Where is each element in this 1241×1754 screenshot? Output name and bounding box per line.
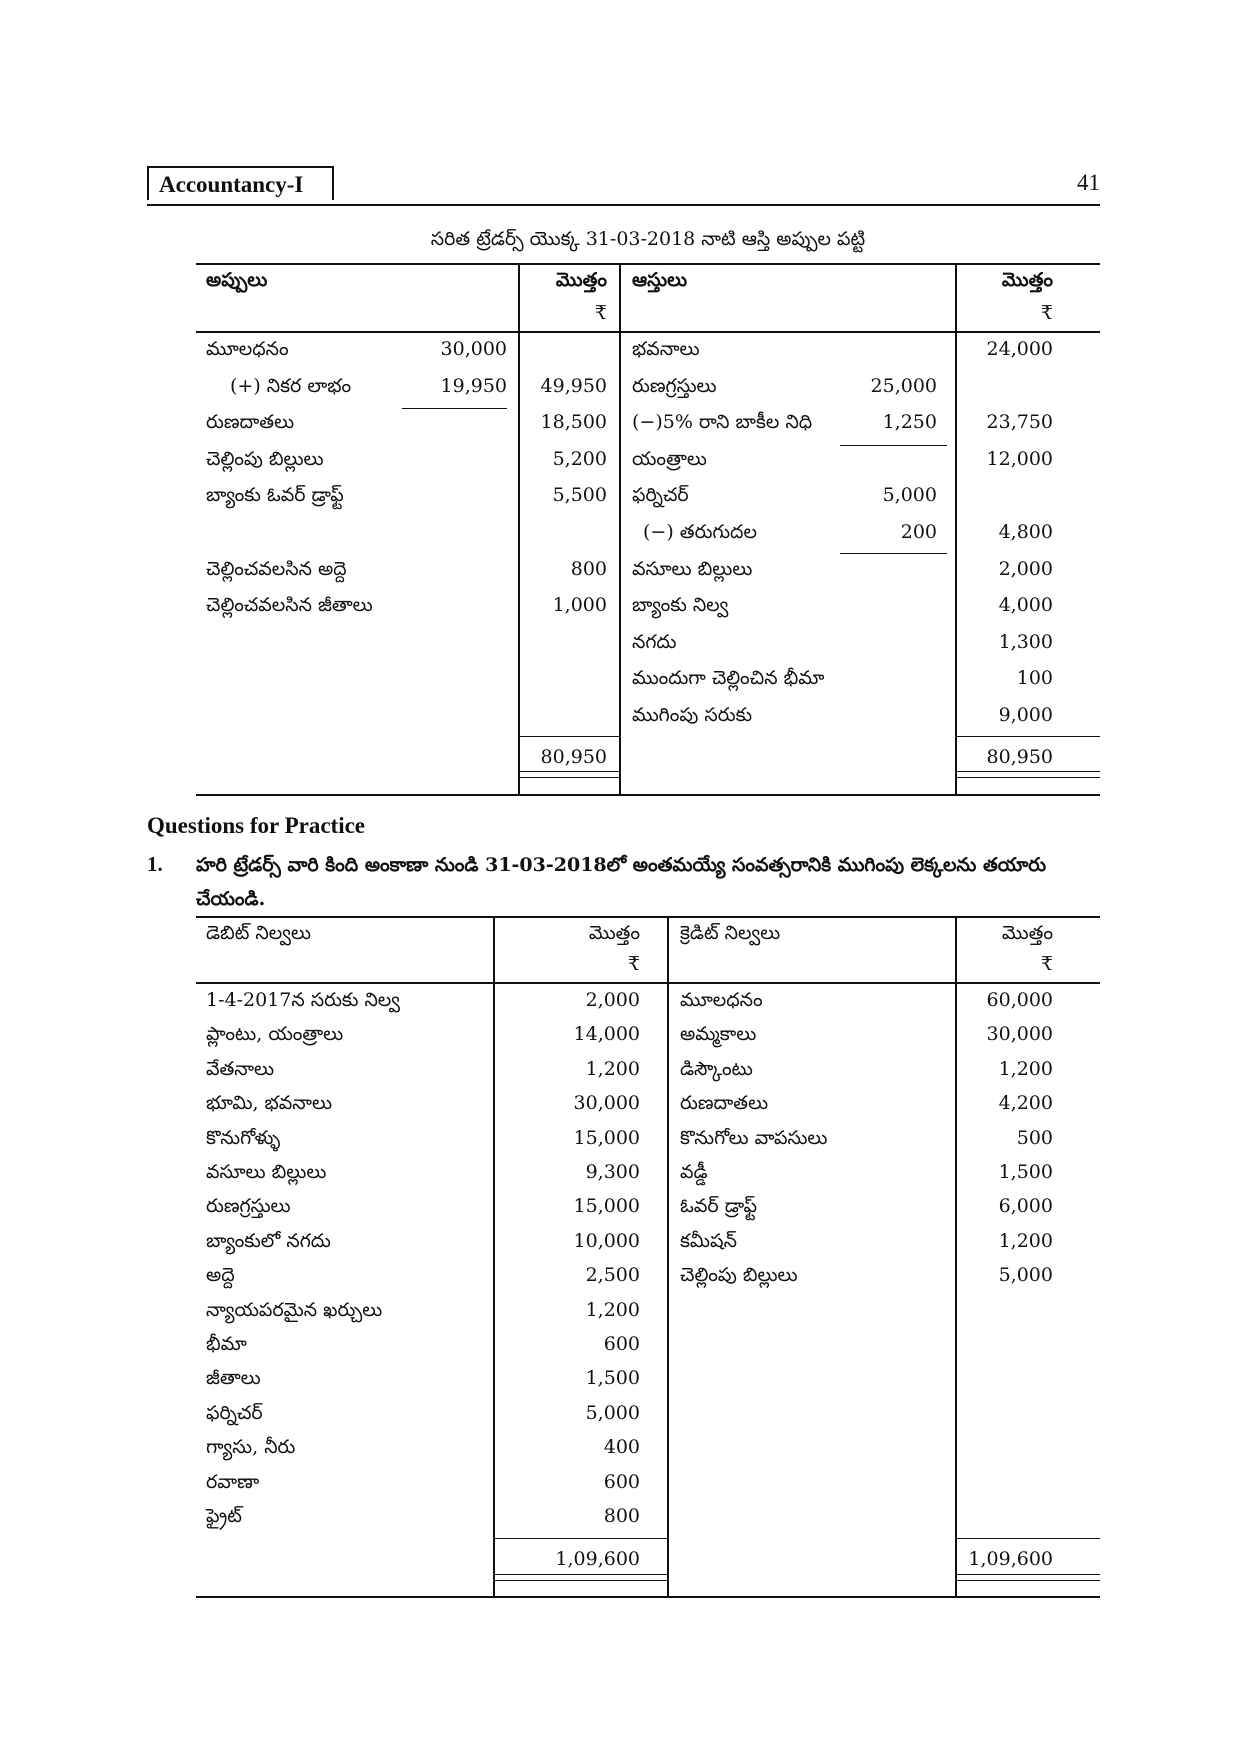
debit-item-amount: 14,000: [573, 1023, 640, 1046]
credit-amount-heading: మొత్తం: [1001, 922, 1053, 944]
debit-item-label: బ్యాంకులో నగదు: [206, 1229, 331, 1252]
liability-label: (+) నికర లాభం: [230, 374, 352, 397]
debit-item-label: కొనుగోళ్ళు: [206, 1126, 281, 1149]
debit-item-amount: 30,000: [573, 1092, 640, 1115]
asset-label: బ్యాంకు నిల్వ: [632, 594, 729, 617]
asset-sub-amount: 5,000: [882, 484, 937, 507]
liability-amount: 800: [570, 557, 607, 580]
liability-label: చెల్లించవలసిన జీతాలు: [206, 594, 373, 617]
debit-item-amount: 1,200: [585, 1057, 640, 1080]
credit-item-label: కమీషన్: [680, 1229, 737, 1252]
asset-amount: 2,000: [998, 557, 1053, 580]
debit-item-amount: 2,000: [585, 989, 640, 1011]
debit-item-amount: 2,500: [585, 1264, 640, 1287]
debit-heading: డెబిట్ నిల్వలు: [206, 922, 311, 944]
debit-item-label: గ్యాసు, నీరు: [206, 1436, 296, 1459]
debit-item-amount: 5,000: [585, 1401, 640, 1424]
asset-amount: 100: [1016, 667, 1053, 690]
debit-item-amount: 1,200: [585, 1298, 640, 1321]
debit-item-label: జీతాలు: [206, 1367, 261, 1390]
debit-item-amount: 15,000: [573, 1195, 640, 1218]
balance-sheet-caption: సరిత ట్రేడర్స్ యొక్క 31-03-2018 నాటి ఆస్తి అప్పుల పట్టి: [430, 228, 866, 250]
debit-item-label: వసూలు బిల్లులు: [206, 1161, 327, 1183]
credit-item-label: మూలధనం: [680, 989, 763, 1011]
asset-amount: 4,000: [998, 594, 1053, 617]
debit-item-amount: 15,000: [573, 1126, 640, 1149]
asset-label: ఫర్నిచర్: [632, 484, 689, 507]
liability-label: చెల్లింపు బిల్లులు: [206, 447, 324, 470]
debit-item-label: వేతనాలు: [206, 1057, 275, 1080]
liability-label: రుణదాతలు: [206, 411, 295, 434]
debit-total: 1,09,600: [555, 1548, 640, 1570]
debit-item-amount: 9,300: [585, 1161, 640, 1183]
asset-sub-amount: 200: [900, 521, 937, 543]
asset-label: ముందుగా చెల్లించిన భీమా: [632, 667, 825, 690]
asset-amount: 1,300: [998, 630, 1053, 653]
liability-amount: 5,500: [552, 484, 607, 507]
credit-item-label: డిస్కౌంటు: [680, 1057, 753, 1080]
asset-label: (−)5% రాని బాకీల నిధి: [632, 411, 813, 434]
assets-currency-symbol: ₹: [1040, 302, 1053, 324]
credit-currency-symbol: ₹: [1040, 953, 1053, 975]
balance-sheet-table: [196, 263, 1100, 796]
asset-label: వసూలు బిల్లులు: [632, 557, 753, 580]
credit-item-amount: 1,200: [998, 1229, 1053, 1252]
credit-item-amount: 1,200: [998, 1057, 1053, 1080]
credit-item-label: ఓవర్ డ్రాఫ్ట్: [680, 1195, 758, 1218]
credit-item-amount: 30,000: [986, 1023, 1053, 1046]
credit-item-amount: 6,000: [998, 1195, 1053, 1218]
debit-item-label: భూమి, భవనాలు: [206, 1092, 333, 1115]
credit-item-label: కొనుగోలు వాపసులు: [680, 1126, 828, 1149]
debit-item-label: అద్దె: [206, 1264, 235, 1287]
liability-label: మూలధనం: [206, 338, 289, 360]
liability-label: బ్యాంకు ఓవర్ డ్రాఫ్ట్: [206, 484, 344, 507]
credit-item-label: అమ్మకాలు: [680, 1023, 757, 1046]
book-title: Accountancy-I: [147, 166, 334, 200]
trial-balance-table: [196, 916, 1100, 1598]
credit-item-amount: 60,000: [986, 989, 1053, 1011]
asset-label: యంత్రాలు: [632, 447, 707, 470]
liability-amount: 5,200: [552, 447, 607, 470]
debit-item-amount: 800: [603, 1505, 640, 1527]
debit-item-amount: 600: [603, 1470, 640, 1493]
debit-item-amount: 1,500: [585, 1367, 640, 1390]
asset-amount: 4,800: [998, 521, 1053, 543]
liabilities-amount-heading: మొత్తం: [555, 269, 607, 291]
debit-item-amount: 600: [603, 1333, 640, 1355]
debit-item-label: న్యాయపరమైన ఖర్చులు: [206, 1298, 383, 1321]
question-text: హరి ట్రేడర్స్ వారి కింది అంకాణా నుండి 31-03-2018లో అంతమయ్యే సంవత్సరానికి ముగింపు లెక్కలను తయారు చేయండి.: [196, 854, 1047, 910]
liability-amount: 49,950: [540, 374, 607, 397]
debit-item-amount: 10,000: [573, 1229, 640, 1252]
asset-amount: 24,000: [986, 338, 1053, 360]
liability-sub-amount: 30,000: [440, 338, 507, 360]
asset-sub-amount: 1,250: [882, 411, 937, 434]
section-title: Questions for Practice: [147, 813, 366, 838]
credit-item-amount: 1,500: [998, 1161, 1053, 1183]
debit-amount-heading: మొత్తం: [588, 922, 640, 944]
liabilities-currency-symbol: ₹: [594, 302, 607, 324]
credit-item-amount: 4,200: [998, 1092, 1053, 1115]
debit-item-label: రుణగ్రస్తులు: [206, 1195, 291, 1218]
asset-label: రుణగ్రస్తులు: [632, 374, 717, 397]
assets-total: 80,950: [986, 746, 1053, 768]
assets-amount-heading: మొత్తం: [1001, 269, 1053, 291]
liability-amount: 1,000: [552, 594, 607, 617]
credit-item-amount: 5,000: [998, 1264, 1053, 1287]
asset-label: నగదు: [632, 630, 677, 653]
debit-item-label: 1-4-2017న సరుకు నిల్వ: [206, 989, 400, 1011]
page-number: 41: [1077, 170, 1100, 195]
credit-heading: క్రెడిట్ నిల్వలు: [680, 922, 781, 944]
liability-amount: 18,500: [540, 411, 607, 434]
credit-item-label: రుణదాతలు: [680, 1092, 769, 1115]
asset-label: భవనాలు: [632, 338, 700, 360]
debit-item-label: ప్లాంటు, యంత్రాలు: [206, 1023, 344, 1046]
asset-amount: 12,000: [986, 447, 1053, 470]
debit-item-label: రవాణా: [206, 1470, 260, 1493]
asset-amount: 9,000: [998, 704, 1053, 726]
debit-item-label: ఫర్నిచర్: [206, 1401, 263, 1424]
debit-currency-symbol: ₹: [627, 953, 640, 975]
asset-sub-amount: 25,000: [870, 374, 937, 397]
debit-item-amount: 400: [603, 1436, 640, 1459]
credit-item-amount: 500: [1016, 1126, 1053, 1149]
credit-item-label: వడ్డీ: [680, 1161, 708, 1183]
asset-label: (−) తరుగుదల: [643, 521, 757, 543]
question-number: 1.: [147, 852, 163, 876]
debit-item-label: ఫ్రైట్: [206, 1505, 242, 1527]
liability-sub-amount: 19,950: [440, 374, 507, 397]
credit-item-label: చెల్లింపు బిల్లులు: [680, 1264, 798, 1287]
credit-total: 1,09,600: [968, 1548, 1053, 1570]
asset-label: ముగింపు సరుకు: [632, 704, 753, 726]
page-header: [147, 166, 1100, 206]
liabilities-total: 80,950: [540, 746, 607, 768]
asset-amount: 23,750: [986, 411, 1053, 434]
liabilities-heading: అప్పులు: [206, 269, 268, 291]
liability-label: చెల్లించవలసిన అద్దె: [206, 557, 347, 580]
debit-item-label: భీమా: [206, 1333, 247, 1355]
assets-heading: ఆస్తులు: [632, 269, 688, 291]
